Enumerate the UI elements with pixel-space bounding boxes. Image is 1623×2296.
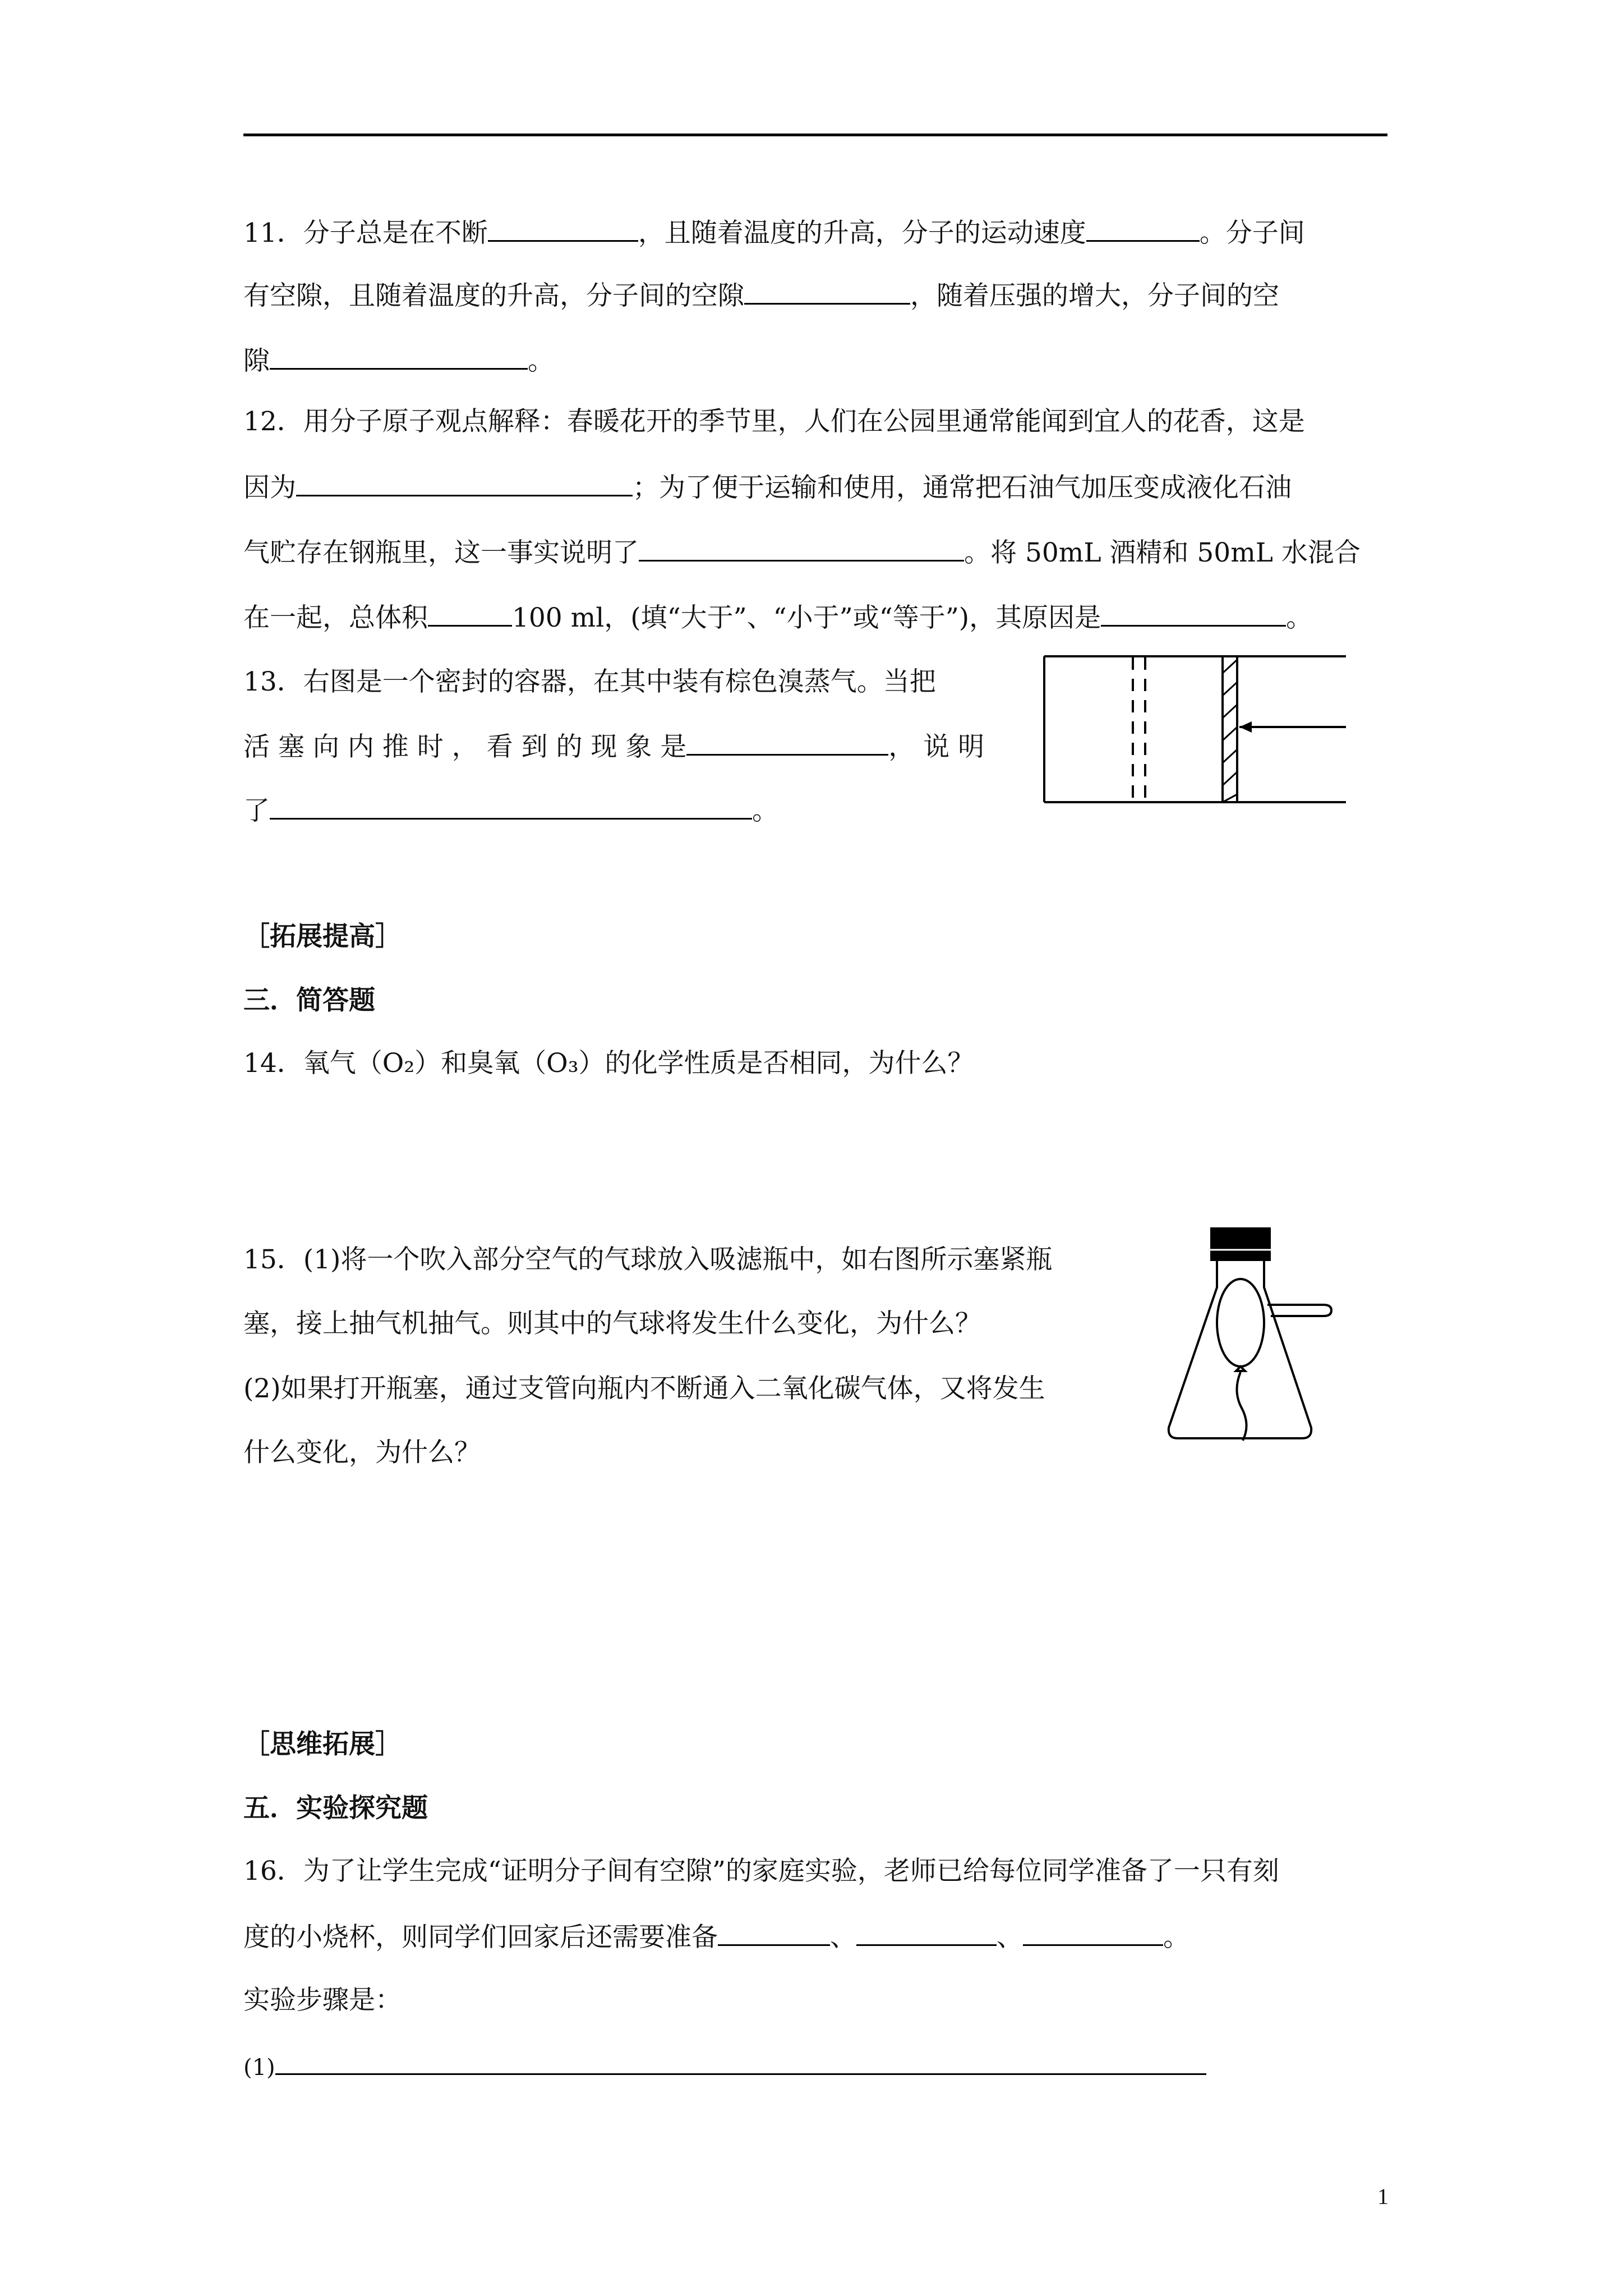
q12-line-3 (243, 534, 1361, 570)
q14-line (243, 1047, 974, 1080)
side-arm (1267, 1305, 1331, 1316)
q13-line-3 (243, 792, 778, 828)
arrow-head-icon (1239, 721, 1252, 733)
q15-line-2 (243, 1307, 981, 1341)
answer-blank[interactable] (1086, 214, 1200, 242)
section-heading-short-answer: 三．简答题 (243, 985, 375, 1016)
q13-text: 。 (752, 795, 778, 826)
answer-blank[interactable] (718, 1918, 830, 1946)
separator: 、 (997, 1922, 1023, 1953)
q11-text: 隙 (243, 346, 270, 376)
q11-line-3 (243, 342, 554, 378)
q13-text: 13．右图是一个密封的容器，在其中装有棕色溴蒸气。当把 (243, 666, 936, 697)
answer-blank[interactable] (270, 792, 752, 820)
q11-line-2 (243, 277, 1279, 313)
q11-text: 有空隙，且随着温度的升高，分子间的空隙 (243, 280, 744, 311)
filter-flask-diagram (1161, 1223, 1346, 1447)
answer-blank[interactable] (488, 214, 638, 242)
q12-text: 12．用分子原子观点解释：春暖花开的季节里，人们在公园里通常能闻到宜人的花香，这是 (243, 406, 1305, 437)
section-heading-experiment: 五．实验探究题 (243, 1793, 428, 1824)
q15-line-1 (243, 1243, 1052, 1277)
q15-text: (2)如果打开瓶塞，通过支管向瓶内不断通入二氧化碳气体，又将发生 (243, 1373, 1045, 1404)
section-heading-extend: ［拓展提高］ (243, 921, 402, 952)
q16-text: 。 (1163, 1922, 1189, 1953)
q13-text: 了 (243, 795, 270, 826)
answer-blank[interactable] (270, 342, 528, 370)
balloon (1217, 1279, 1264, 1366)
q16-text: 度的小烧杯，则同学们回家后还需要准备 (243, 1922, 718, 1953)
answer-blank[interactable] (856, 1918, 997, 1946)
q15-line-3 (243, 1372, 1045, 1406)
q12-line-2 (243, 469, 1292, 505)
answer-blank[interactable] (639, 534, 964, 562)
q12-text: 在一起，总体积 (243, 602, 428, 633)
q16-line-2 (243, 1918, 1189, 1954)
q12-text: 100 ml，(填“大于”、“小于”或“等于”)，其原因是 (512, 602, 1101, 633)
q15-text: 15．(1)将一个吹入部分空气的气球放入吸滤瓶中，如右图所示塞紧瓶 (243, 1244, 1053, 1275)
q12-text: 。将 50mL 酒精和 50mL 水混合 (964, 537, 1361, 568)
separator: 、 (830, 1922, 856, 1953)
q16-line-1 (243, 1855, 1279, 1888)
answer-blank[interactable] (296, 469, 633, 496)
q14-text: 14．氧气（O₂）和臭氧（O₃）的化学性质是否相同，为什么？ (243, 1048, 974, 1079)
answer-blank[interactable] (428, 599, 512, 627)
flask-body (1169, 1261, 1311, 1438)
q16-line-3 (243, 1984, 402, 2017)
answer-blank[interactable] (686, 728, 888, 756)
sealed-container-diagram (1043, 651, 1357, 813)
answer-blank[interactable] (1023, 1918, 1163, 1946)
step-label: (1) (243, 2055, 275, 2081)
q12-text: ；为了便于运输和使用，通常把石油气加压变成液化石油 (633, 472, 1292, 503)
section-heading-thinking: ［思维拓展］ (243, 1729, 402, 1760)
q13-line-2 (243, 728, 984, 764)
q13-text: 活 塞 向 内 推 时 ， 看 到 的 现 象 是 (243, 731, 687, 762)
q11-text: ，且随着温度的升高，分子的运动速度 (638, 218, 1086, 249)
q11-line-1 (243, 214, 1305, 250)
q11-text: 11．分子总是在不断 (243, 218, 488, 249)
q12-text: 因为 (243, 472, 296, 503)
q13-text: ， 说 明 (888, 731, 985, 762)
header-rule (243, 134, 1387, 136)
q12-line-4 (243, 599, 1312, 635)
stopper (1210, 1227, 1271, 1261)
balloon-string (1237, 1372, 1246, 1441)
q15-line-4 (243, 1436, 481, 1470)
q16-text: 实验步骤是： (243, 1985, 402, 2016)
q16-line-4 (243, 2047, 1206, 2085)
q12-text: 气贮存在钢瓶里，这一事实说明了 (243, 537, 639, 568)
q11-text: 。分子间 (1199, 218, 1305, 249)
q12-line-1 (243, 405, 1305, 439)
q15-text: 塞，接上抽气机抽气。则其中的气球将发生什么变化，为什么？ (243, 1308, 981, 1339)
answer-blank[interactable] (1101, 599, 1286, 627)
q16-text: 16．为了让学生完成“证明分子间有空隙”的家庭实验，老师已给每位同学准备了一只有刻 (243, 1856, 1279, 1887)
q15-text: 什么变化，为什么？ (243, 1437, 481, 1468)
page-number: 1 (1377, 2184, 1389, 2209)
answer-blank[interactable] (275, 2047, 1206, 2075)
q11-text: 。 (528, 346, 554, 376)
q12-text: 。 (1286, 602, 1313, 633)
q13-line-1 (243, 665, 936, 699)
q11-text: ，随着压强的增大，分子间的空 (910, 280, 1279, 311)
answer-blank[interactable] (744, 277, 910, 305)
